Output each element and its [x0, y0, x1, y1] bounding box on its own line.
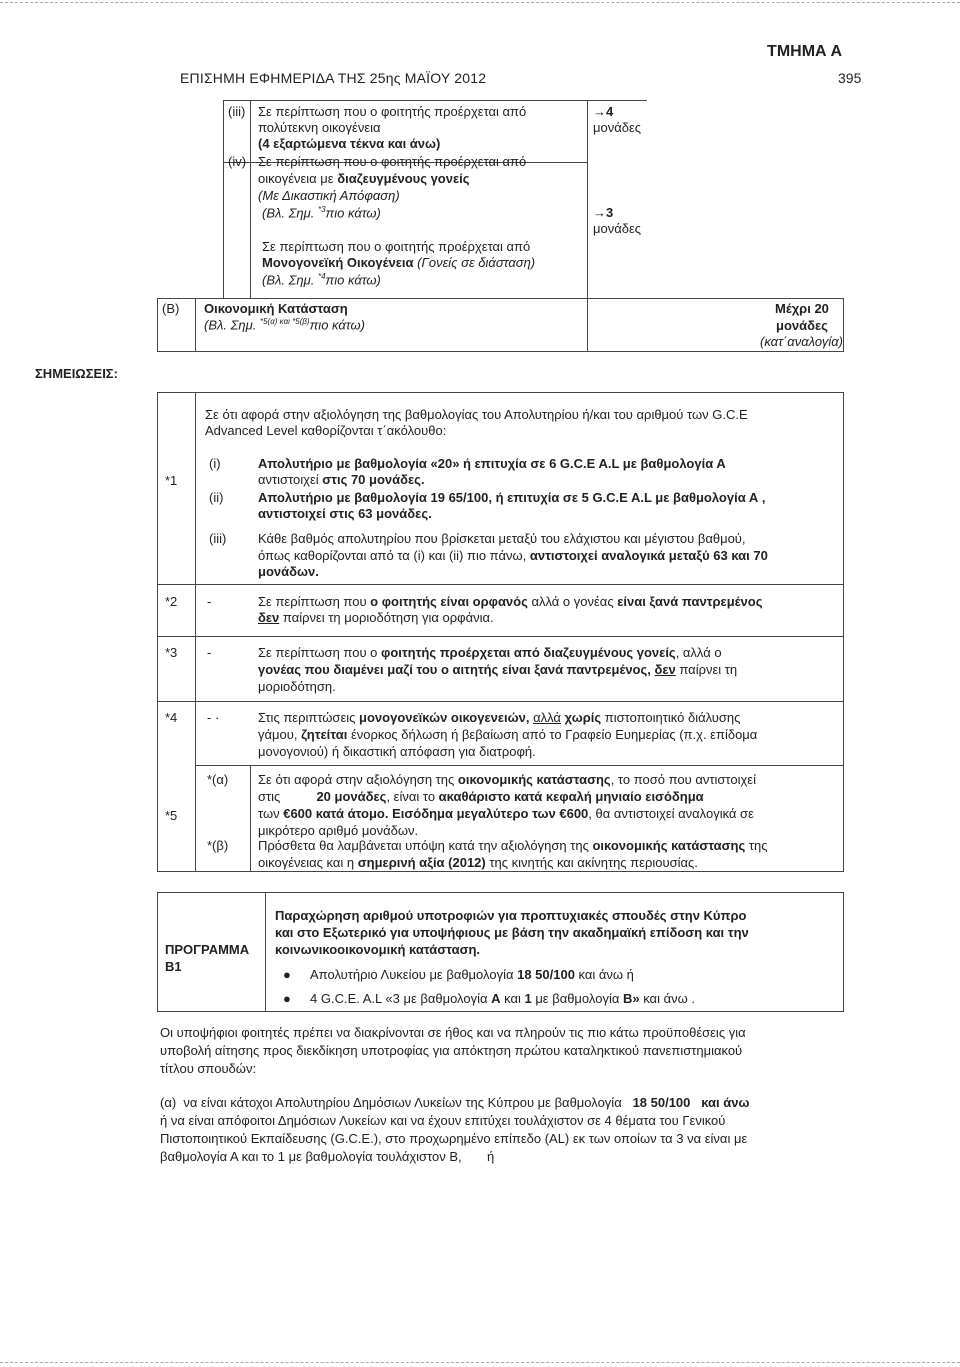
row-value-note: (κατ΄αναλογία) — [760, 334, 843, 349]
note-dash: - · — [207, 710, 220, 725]
paragraph-line: υποβολή αίτησης προς διεκδίκηση υποτροφίας για απόκτηση πρώτου καταληκτικού πανεπιστημιακού — [160, 1043, 743, 1058]
note-sub-number: (i) — [209, 456, 221, 471]
note-text: Σε περίπτωση που ο φοιτητής είναι ορφανός αλλά ο γονέας είναι ξανά παντρεμένος — [258, 594, 763, 609]
program-criterion: Απολυτήριο Λυκείου με βαθμολογία 18 50/100 και άνω ή — [310, 967, 634, 982]
bullet-icon: ● — [283, 967, 291, 982]
note-text: οικογένειας και η σημερινή αξία (2012) της κινητής και ακίνητης περιουσίας. — [258, 855, 698, 870]
row-text: Μονογονεϊκή Οικογένεια (Γονείς σε διάσταση) — [262, 255, 536, 270]
paragraph-line: Οι υποψήφιοι φοιτητές πρέπει να διακρίνονται σε ήθος και να πληρούν τις πιο κάτω προϋποθέσεις για — [160, 1025, 746, 1040]
row-text: Σε περίπτωση που ο φοιτητής προέρχεται από — [258, 154, 527, 169]
note-text: Advanced Level καθορίζονται τ΄ακόλουθο: — [205, 423, 447, 438]
row-value-units: μονάδες — [593, 120, 642, 135]
bullet-icon: ● — [283, 991, 291, 1006]
program-title: κοινωνικοοικονομική κατάσταση. — [275, 942, 481, 957]
page-number: 395 — [838, 70, 862, 86]
note-text: μονογονιού) ή δικαστική απόφαση για διατροφή. — [258, 744, 536, 759]
row-text: Σε περίπτωση που ο φοιτητής προέρχεται από — [258, 104, 527, 119]
note-text: στις 20 μονάδες, είναι το ακαθάριστο κατά κεφαλή μηνιαίο εισόδημα — [258, 789, 704, 804]
note-mark: *4 — [165, 710, 178, 725]
program-title: και στο Εξωτερικό για υποψήφιους με βάση την ακαδημαϊκή επίδοση και την — [275, 925, 749, 940]
note-text: δεν παίρνει τη μοριοδότηση για ορφάνια. — [258, 610, 494, 625]
gazette-header: ΕΠΙΣΗΜΗ ΕΦΗΜΕΡΙΔΑ ΤΗΣ 25ης ΜΑΪΟΥ 2012 — [180, 70, 487, 86]
paragraph-line: ή να είναι απόφοιτοι Δημόσιων Λυκείων και να έχουν επιτύχει τουλάχιστον σε 4 θέματα του Γενικού — [160, 1113, 726, 1128]
note-sub-number: (ii) — [209, 490, 224, 505]
row-text: (Βλ. Σημ. $^{*5(\alpha) \kappa\alpha\iota *5(\beta)}$πιο κάτω) — [204, 317, 365, 333]
note-text: Απολυτήριο με βαθμολογία 19 65/100, ή επιτυχία σε 5 G.C.E A.L με βαθμολογία Α , — [258, 490, 766, 505]
note-sub-number: *(α) — [207, 772, 229, 787]
row-text: πολύτεκνη οικογένεια — [258, 120, 381, 135]
program-title: Παραχώρηση αριθμού υποτροφιών για προπτυχιακές σπουδές στην Κύπρο — [275, 908, 747, 923]
note-dash: - — [207, 645, 212, 660]
row-text: Σε περίπτωση που ο φοιτητής προέρχεται από — [262, 239, 531, 254]
scan-edge-top — [0, 2, 960, 3]
note-text: Πρόσθετα θα λαμβάνεται υπόψη κατά την αξιολόγηση της οικονομικής κατάστασης της — [258, 838, 768, 853]
row-value: →3 — [593, 205, 614, 220]
row-number: (iii) — [228, 104, 246, 119]
note-text: αντιστοιχεί στις 70 μονάδες. — [258, 472, 425, 487]
row-value: →4 — [593, 104, 614, 119]
note-text: Κάθε βαθμός απολυτηρίου που βρίσκεται μεταξύ του ελάχιστου και μέγιστου βαθμού, — [258, 531, 746, 546]
row-text: Οικονομική Κατάσταση — [204, 301, 348, 316]
note-mark: *3 — [165, 645, 178, 660]
note-text: μονάδων. — [258, 564, 319, 579]
row-number: (iv) — [228, 154, 247, 169]
note-text: γονέας που διαμένει μαζί του ο αιτητής είναι ξανά παντρεμένος, δεν παίρνει τη — [258, 662, 738, 677]
program-code: Β1 — [165, 959, 182, 974]
note-sub-number: *(β) — [207, 838, 229, 853]
program-label: ΠΡΟΓΡΑΜΜΑ — [165, 942, 250, 957]
note-text: μοριοδότηση. — [258, 679, 336, 694]
section-label: ΤΜΗΜΑ Α — [767, 43, 842, 60]
paragraph-line: τίτλου σπουδών: — [160, 1061, 257, 1076]
paragraph-line: Πιστοποιητικού Εκπαίδευσης (G.C.E.), στο προχωρημένο επίπεδο (AL) εκ των οποίων τα 3 να είναι με — [160, 1131, 748, 1146]
note-text: αντιστοιχεί στις 63 μονάδες. — [258, 506, 432, 521]
note-mark: *1 — [165, 473, 178, 488]
notes-title: ΣΗΜΕΙΩΣΕΙΣ: — [35, 366, 118, 381]
row-text: οικογένεια με διαζευγμένους γονείς — [258, 171, 470, 186]
paragraph-line: βαθμολογία Α και το 1 με βαθμολογία τουλάχιστον Β, ή — [160, 1149, 495, 1164]
note-text: γάμου, ζητείται ένορκος δήλωση ή βεβαίωση από το Γραφείο Ευημερίας (π.χ. επίδομα — [258, 727, 758, 742]
note-mark: *2 — [165, 594, 178, 609]
row-value-units: μονάδες — [593, 221, 642, 236]
note-sub-number: (iii) — [209, 531, 227, 546]
note-text: μικρότερο αριθμό μονάδων. — [258, 823, 419, 838]
row-text: (Με Δικαστική Απόφαση) — [258, 188, 400, 203]
row-text: (Βλ. Σημ. $^{*3}$πιο κάτω) — [262, 205, 381, 221]
note-dash: - — [207, 594, 212, 609]
row-text: (4 εξαρτώμενα τέκνα και άνω) — [258, 136, 441, 151]
note-text: Στις περιπτώσεις μονογονεϊκών οικογενειών, αλλά χωρίς πιστοποιητικό διάλυσης — [258, 710, 741, 725]
note-text: Σε περίπτωση που ο φοιτητής προέρχεται από διαζευγμένους γονείς, αλλά ο — [258, 645, 722, 660]
paragraph-line: (α) να είναι κάτοχοι Απολυτηρίου Δημόσιων Λυκείων της Κύπρου με βαθμολογία 18 50/100 και άνω — [160, 1095, 750, 1110]
scan-edge-bottom — [0, 1362, 960, 1363]
row-value-units: μονάδες — [776, 318, 828, 333]
program-criterion: 4 G.C.E. A.L «3 με βαθμολογία Α και 1 με βαθμολογία Β» και άνω . — [310, 991, 695, 1006]
row-text: (Βλ. Σημ. $^{*4}$πιο κάτω) — [262, 272, 381, 288]
row-value: Μέχρι 20 — [775, 301, 829, 316]
note-mark: *5 — [165, 808, 178, 823]
note-text: Σε ότι αφορά στην αξιολόγηση της βαθμολογίας του Απολυτηρίου ή/και του αριθμού των G.C.E — [205, 407, 748, 422]
row-number: (Β) — [162, 301, 180, 316]
note-text: Απολυτήριο με βαθμολογία «20» ή επιτυχία σε 6 G.C.E A.L με βαθμολογία Α — [258, 456, 726, 471]
note-text: Σε ότι αφορά στην αξιολόγηση της οικονομικής κατάστασης, το ποσό που αντιστοιχεί — [258, 772, 756, 787]
note-text: των €600 κατά άτομο. Εισόδημα μεγαλύτερο των €600, θα αντιστοιχεί αναλογικά σε — [258, 806, 754, 821]
note-text: όπως καθορίζονται από τα (i) και (ii) πιο πάνω, αντιστοιχεί αναλογικά μεταξύ 63 και 70 — [258, 548, 768, 563]
